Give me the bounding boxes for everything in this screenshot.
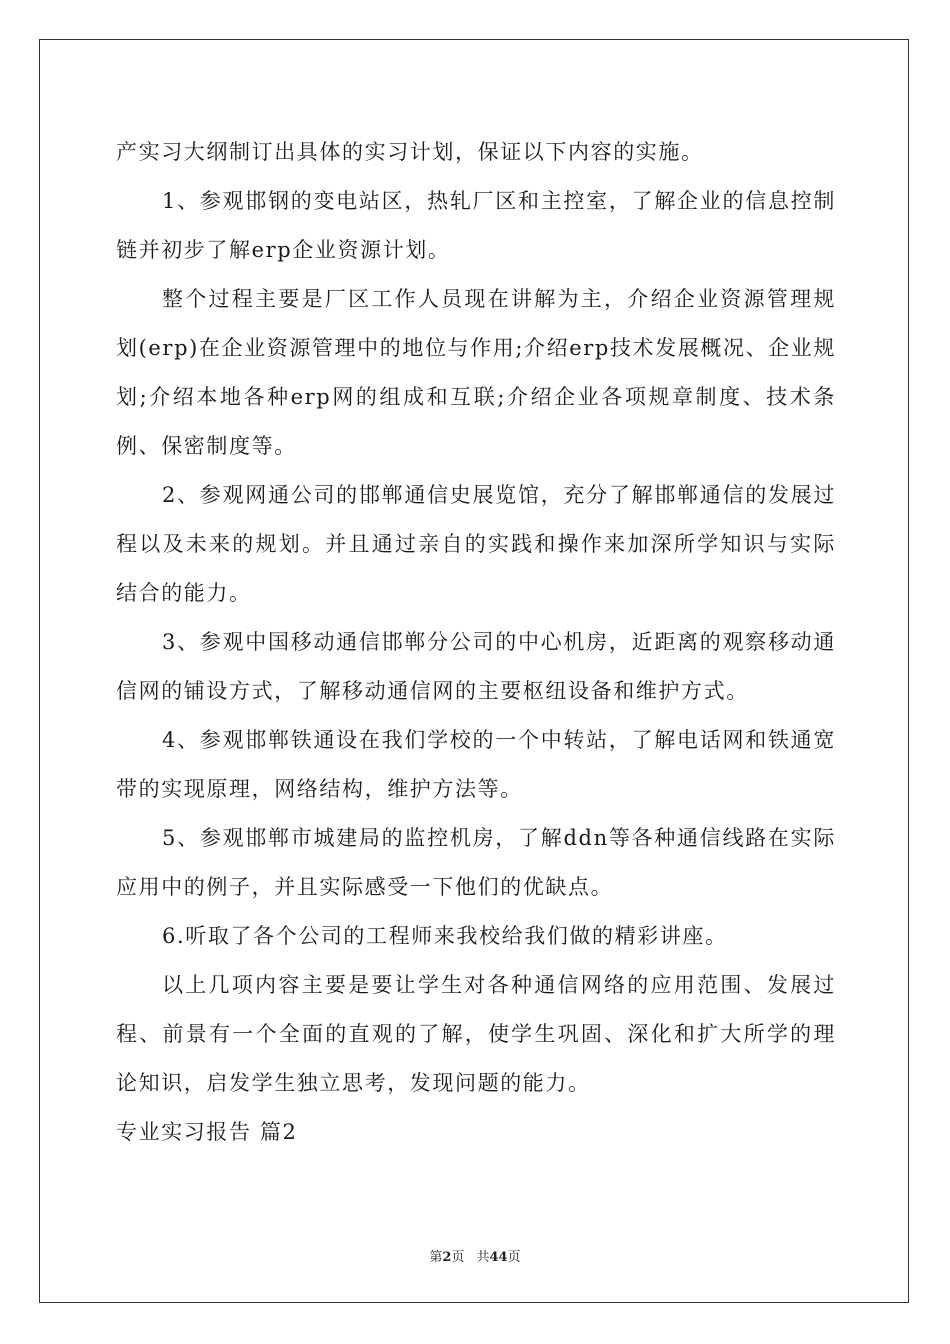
total-suffix: 页 bbox=[507, 1250, 521, 1265]
paragraph: 整个过程主要是厂区工作人员现在讲解为主，介绍企业资源管理规划(erp)在企业资源管理中的地位与作用;介绍erp技术发展概况、企业规划;介绍本地各种erp网的组成和互联;介绍企业各项规章制度、技术条例、保密制度等。 bbox=[116, 287, 836, 458]
paragraph: 以上几项内容主要是要让学生对各种通信网络的应用范围、发展过程、前景有一个全面的直观的了解，使学生巩固、深化和扩大所学的理论知识，启发学生独立思考，发现问题的能力。 bbox=[116, 973, 836, 1095]
document-body bbox=[116, 128, 836, 1157]
paragraph: 4、参观邯郸铁通设在我们学校的一个中转站，了解电话网和铁通宽带的实现原理，网络结构，维护方法等。 bbox=[116, 728, 836, 801]
page-prefix: 第 bbox=[429, 1250, 443, 1265]
page-number: 2 bbox=[442, 1250, 452, 1265]
page-footer bbox=[0, 1246, 950, 1265]
section-heading: 专业实习报告 篇2 bbox=[116, 1120, 298, 1144]
paragraph: 6.听取了各个公司的工程师来我校给我们做的精彩讲座。 bbox=[162, 924, 728, 948]
paragraph: 3、参观中国移动通信邯郸分公司的中心机房，近距离的观察移动通信网的铺设方式，了解移动通信网的主要枢纽设备和维护方式。 bbox=[116, 630, 836, 703]
total-prefix: 共 bbox=[476, 1250, 490, 1265]
paragraph: 5、参观邯郸市城建局的监控机房，了解ddn等各种通信线路在实际应用中的例子，并且实际感受一下他们的优缺点。 bbox=[116, 826, 836, 899]
page-suffix: 页 bbox=[451, 1250, 465, 1265]
paragraph: 产实习大纲制订出具体的实习计划，保证以下内容的实施。 bbox=[116, 140, 704, 164]
total-pages: 44 bbox=[489, 1250, 508, 1265]
paragraph: 1、参观邯钢的变电站区，热轧厂区和主控室，了解企业的信息控制链并初步了解erp企业资源计划。 bbox=[116, 189, 836, 262]
paragraph: 2、参观网通公司的邯郸通信史展览馆，充分了解邯郸通信的发展过程以及未来的规划。并且通过亲自的实践和操作来加深所学知识与实际结合的能力。 bbox=[116, 483, 836, 605]
